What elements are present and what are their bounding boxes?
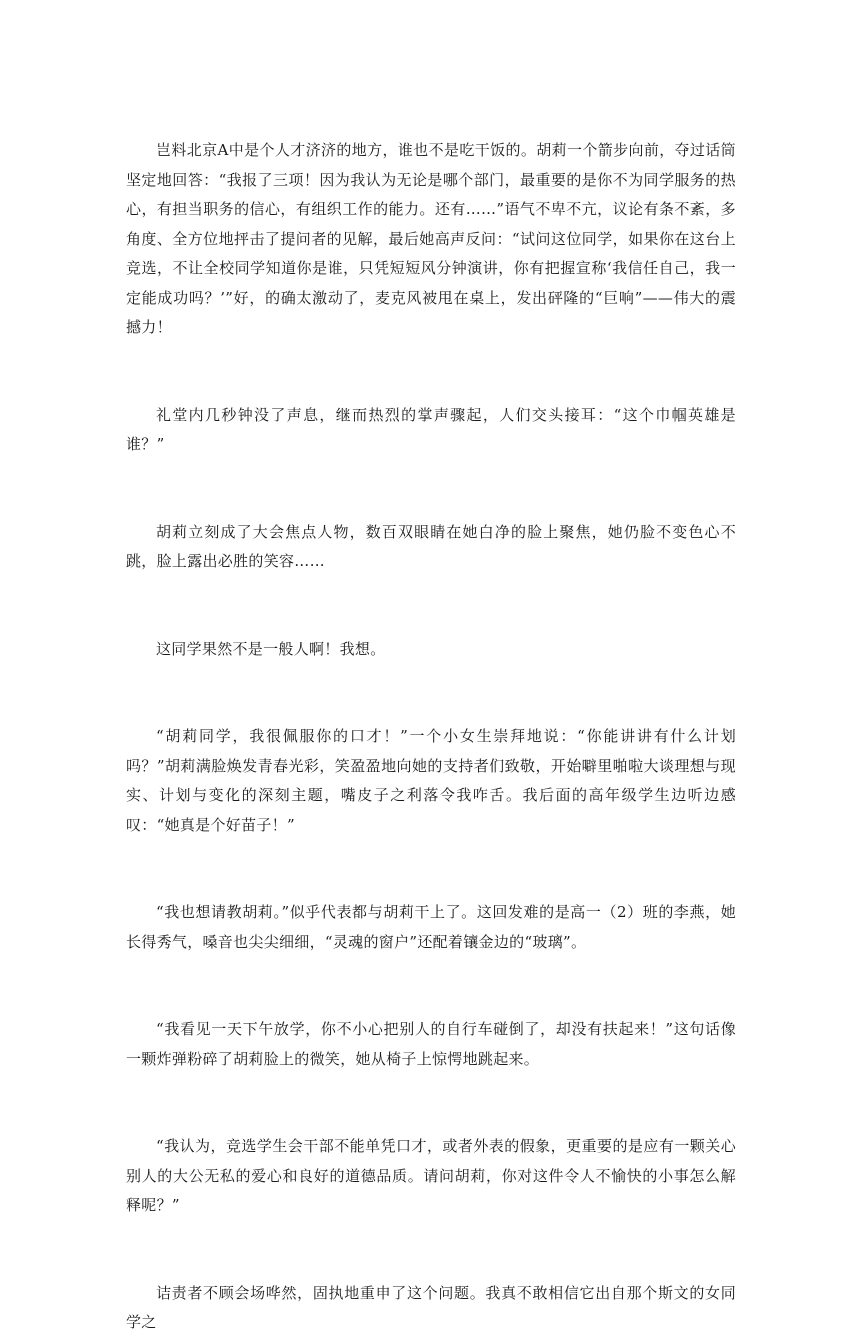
paragraph: “胡莉同学，我很佩服你的口才！”一个小女生崇拜地说：“你能讲讲有什么计划吗？”胡莉满脸焕发青春光彩，笑盈盈地向她的支持者们致敬，开始噼里啪啦大谈理想与现实、计划与变化的深刻主题，嘴皮子之利落令我咋舌。我后面的高年级学生边听边感叹：“她真是个好苗子！” [126,727,736,834]
paragraph: “我看见一天下午放学，你不小心把别人的自行车碰倒了，却没有扶起来！”这句话像一颗炸弹粉碎了胡莉脸上的微笑，她从椅子上惊愕地跳起来。 [126,1020,736,1068]
paragraph: “我认为，竞选学生会干部不能单凭口才，或者外表的假象，更重要的是应有一颗关心别人的大公无私的爱心和良好的道德品质。请问胡莉，你对这件令人不愉快的小事怎么解释呢？” [126,1137,736,1214]
paragraph: 这同学果然不是一般人啊！我想。 [156,639,386,658]
paragraph-gap [126,460,736,518]
paragraph-gap [126,343,736,401]
paragraph-gap [126,840,736,898]
paragraph-gap [126,1221,736,1279]
paragraph-gap [126,1074,736,1132]
paragraph-gap [126,664,736,722]
paragraph: 礼堂内几秒钟没了声息，继而热烈的掌声骤起，人们交头接耳：“这个巾帼英雄是谁？” [126,405,736,453]
paragraph: “我也想请教胡莉。”似乎代表都与胡莉干上了。这回发难的是高一（2）班的李燕，她长得秀气，嗓音也尖尖细细，“灵魂的窗户”还配着镶金边的“玻璃”。 [126,903,736,951]
document-body [126,136,736,1338]
paragraph: 诘责者不顾会场哗然，固执地重申了这个问题。我真不敢相信它出自那个斯文的女同学之 [126,1283,736,1331]
paragraph: 胡莉立刻成了大会焦点人物，数百双眼睛在她白净的脸上聚焦，她仍脸不变色心不跳，脸上露出必胜的笑容…… [126,522,736,570]
paragraph-gap [126,957,736,1015]
paragraph: 岂料北京A中是个人才济济的地方，谁也不是吃干饭的。胡莉一个箭步向前，夺过话筒坚定地回答：“我报了三项！因为我认为无论是哪个部门，最重要的是你不为同学服务的热心，有担当职务的信心，有组织工作的能力。还有……”语气不卑不亢，议论有条不紊，多角度、全方位地抨击了提问者的见解，最后她高声反问：“试问这位同学，如果你在这台上竞选，不让全校同学知道你是谁，只凭短短风分钟演讲，你有把握宣称‘我信任自己，我一定能成功吗？’”好，的确太激动了，麦克风被甩在桌上，发出砰隆的“巨响”——伟大的震撼力！ [126,141,736,336]
paragraph-gap [126,577,736,635]
